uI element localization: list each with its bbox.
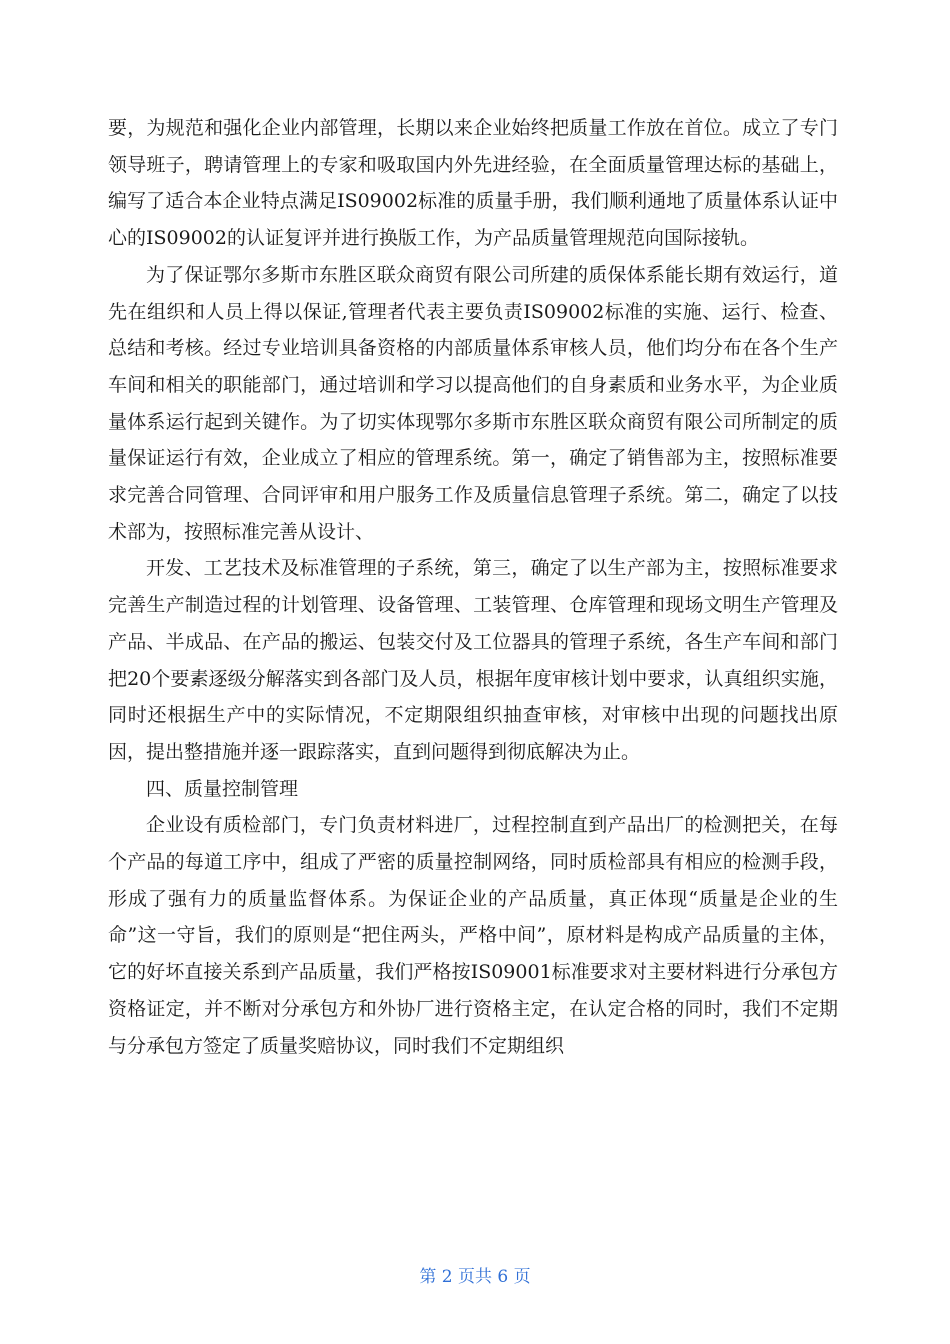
paragraph-4: 企业设有质检部门，专门负责材料进厂，过程控制直到产品出厂的检测把关，在每个产品的每道工序中，组成了严密的质量控制网络，同时质检部具有相应的检测手段，形成了强有力的质量监督体系。为保证企业的产品质量，真正体现“质量是企业的生命”这一守旨，我们的原则是“把住两头，严格中间”，原材料是构成产品质量的主体，它的好坏直接关系到产品质量，我们严格按IS09001标准要求对主要材料进行分承包方资格证定，并不断对分承包方和外协厂进行资格主定，在认定合格的同时，我们不定期与分承包方签定了质量奖赔协议，同时我们不定期组织: [108, 814, 838, 1057]
paragraph-2: 为了保证鄂尔多斯市东胜区联众商贸有限公司所建的质保体系能长期有效运行，道先在组织和人员上得以保证,管理者代表主要负责IS09002标准的实施、运行、检查、总结和考核。经过专业培训具备资格的内部质量体系审核人员，他们均分布在各个生产车间和相关的职能部门，通过培训和学习以提高他们的自身素质和业务水平，为企业质量体系运行起到关键作。为了切实体现鄂尔多斯市东胜区联众商贸有限公司所制定的质量保证运行有效，企业成立了相应的管理系统。第一，确定了销售部为主，按照标准要求完善合同管理、合同评审和用户服务工作及质量信息管理子系统。第二，确定了以技术部为，按照标准完善从设计、: [108, 263, 838, 543]
page-number-footer: 第 2 页共 6 页: [419, 1267, 531, 1287]
section-heading: 四、质量控制管理: [146, 777, 299, 800]
document-body: [108, 110, 838, 1064]
paragraph-1: 要，为规范和强化企业内部管理，长期以来企业始终把质量工作放在首位。成立了专门领导班子，聘请管理上的专家和吸取国内外先进经验，在全面质量管理达标的基础上，编写了适合本企业特点满足IS09002标准的质量手册，我们顺利通地了质量体系认证中心的IS09002的认证复评并进行换版工作，为产品质量管理规范向国际接轨。: [108, 117, 838, 250]
paragraph-3: 开发、工艺技术及标准管理的子系统，第三，确定了以生产部为主，按照标准要求完善生产制造过程的计划管理、设备管理、工装管理、仓库管理和现场文明生产管理及产品、半成品、在产品的搬运、包装交付及工位器具的管理子系统，各生产车间和部门把20个要素逐级分解落实到各部门及人员，根据年度审核计划中要求，认真组织实施，同时还根据生产中的实际情况，不定期限组织抽查审核，对审核中出现的问题找出原因，提出整措施并逐一跟踪落实，直到问题得到彻底解决为止。: [108, 557, 838, 763]
